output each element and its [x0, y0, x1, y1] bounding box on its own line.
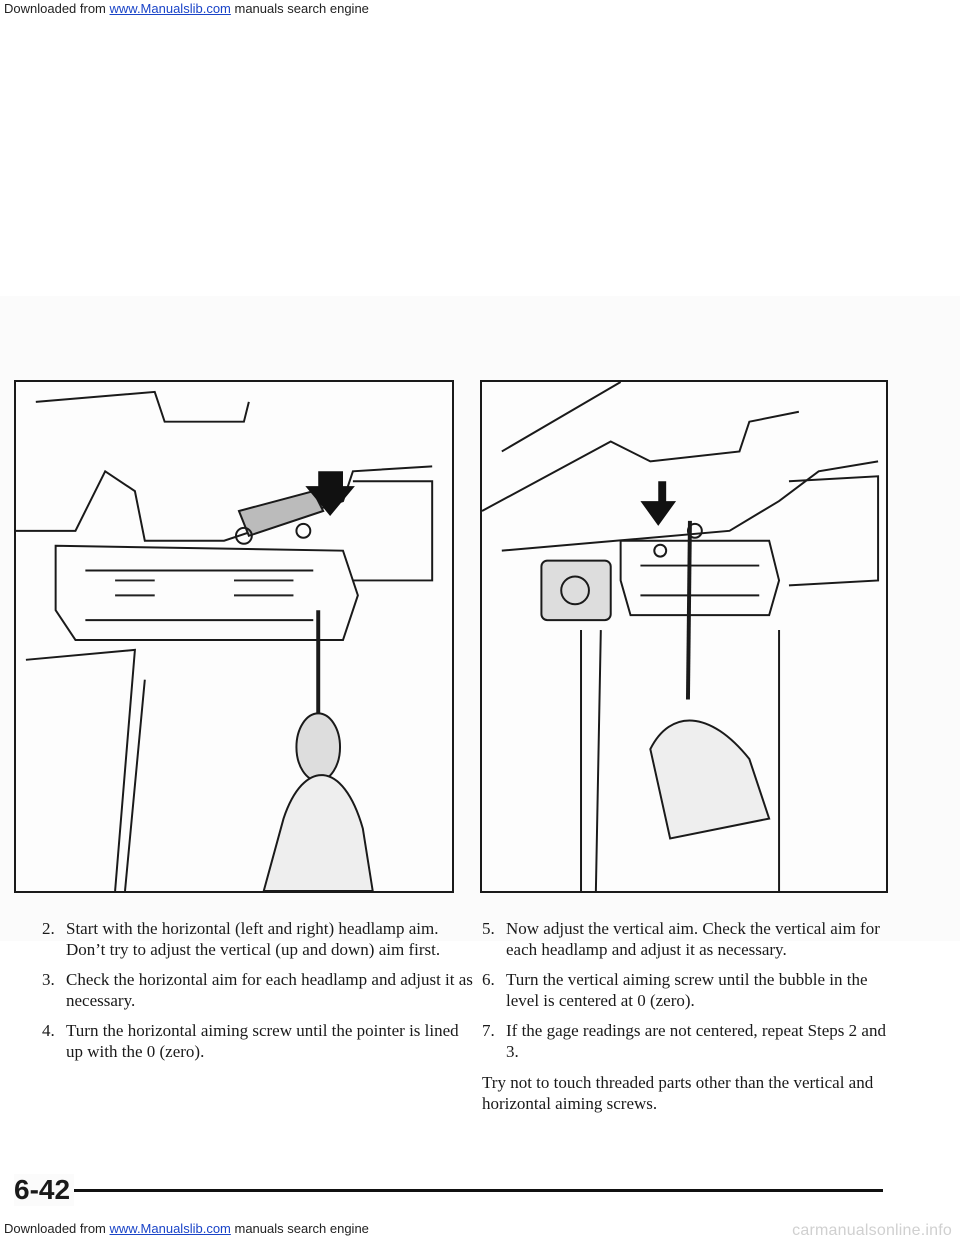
caution-note: Try not to touch threaded parts other than the vertical and horizontal aiming screws.: [482, 1073, 874, 1113]
step-5: [482, 918, 902, 960]
step-text: Start with the horizontal (left and right) headlamp aim. Don’t try to adjust the vertical (up and down) aim first.: [66, 919, 441, 959]
download-banner: [0, 0, 960, 24]
steps-right-column: [482, 918, 902, 1114]
step-7: [482, 1020, 902, 1062]
banner-prefix: Downloaded from: [4, 1221, 110, 1236]
step-number: 4.: [42, 1021, 55, 1040]
manual-page: [0, 296, 960, 1205]
step-text: Now adjust the vertical aim. Check the vertical aim for each headlamp and adjust it as necessary.: [506, 919, 880, 959]
screwdriver-horizontal-aim-illustration-icon: [16, 382, 452, 891]
step-4: [42, 1020, 474, 1062]
horizontal-aim-figure: [14, 380, 454, 893]
step-2: [42, 918, 474, 960]
manualslib-link[interactable]: www.Manualslib.com: [109, 1221, 231, 1236]
step-number: 2.: [42, 919, 55, 938]
vertical-aim-figure: [480, 380, 888, 893]
step-number: 6.: [482, 970, 495, 989]
banner-suffix: manuals search engine: [230, 1221, 369, 1236]
footer-rule: [68, 1189, 883, 1192]
step-3: [42, 969, 474, 1011]
watermark: carmanualsonline.info: [792, 1222, 952, 1239]
step-number: 5.: [482, 919, 495, 938]
step-number: 3.: [42, 970, 55, 989]
steps-left-column: [42, 918, 474, 1071]
step-6: [482, 969, 902, 1011]
step-text: If the gage readings are not centered, repeat Steps 2 and 3.: [506, 1021, 886, 1061]
banner-suffix: manuals search engine: [230, 1, 369, 16]
banner-prefix: Downloaded from: [4, 1, 110, 16]
manualslib-link[interactable]: www.Manualslib.com: [109, 1, 231, 16]
step-text: Turn the vertical aiming screw until the bubble in the level is centered at 0 (zero).: [506, 970, 868, 1010]
screwdriver-vertical-aim-illustration-icon: [482, 382, 886, 891]
step-number: 7.: [482, 1021, 495, 1040]
page-number: 6-42: [14, 1174, 74, 1206]
step-text: Turn the horizontal aiming screw until the pointer is lined up with the 0 (zero).: [66, 1021, 459, 1061]
step-text: Check the horizontal aim for each headlamp and adjust it as necessary.: [66, 970, 473, 1010]
